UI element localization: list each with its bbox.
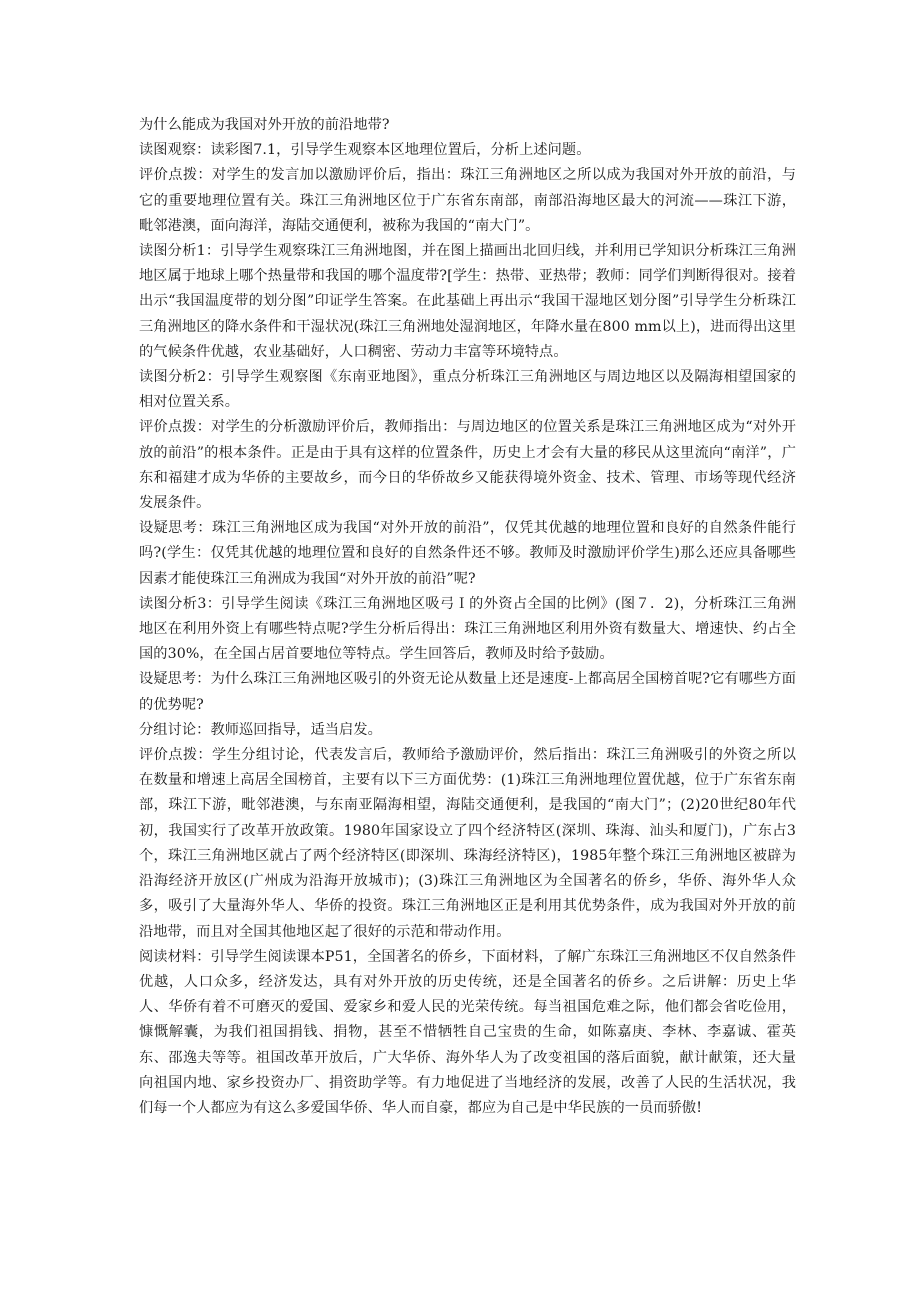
reflection-question-2-paragraph: 设疑思考：为什么珠江三角洲地区吸引的外资无论从数量上还是速度-上都高居全国榜首呢?它有哪些方面的优势呢? <box>139 671 796 713</box>
map-analysis-2-paragraph: 读图分析2：引导学生观察图《东南亚地图》，重点分析珠江三角洲地区与周边地区以及隔海相望国家的相对位置关系。 <box>139 369 796 411</box>
map-analysis-3-paragraph: 读图分析3：引导学生阅读《珠江三角洲地区吸弓Ｉ的外资占全国的比例》(图７．2)，分析珠江三角洲地区在利用外资上有哪些特点呢?学生分析后得出：珠江三角洲地区利用外资有数量大、增速快、约占全国的30%，在全国占居首要地位等特点。学生回答后，教师及时给予鼓励。 <box>139 595 796 663</box>
evaluation-paragraph-2: 评价点拨：对学生的分析激励评价后，教师指出：与周边地区的位置关系是珠江三角洲地区成为“对外开放的前沿”的根本条件。正是由于具有这样的位置条件，历史上才会有大量的移民从这里流向“南洋”，广东和福建才成为华侨的主要故乡，而今日的华侨故乡又能获得境外资金、技术、管理、市场等现代经济发展条件。 <box>139 419 796 512</box>
reflection-question-1-paragraph: 设疑思考：珠江三角洲地区成为我国“对外开放的前沿”，仅凭其优越的地理位置和良好的自然条件能行吗?(学生：仅凭其优越的地理位置和良好的自然条件还不够。教师及时激励评价学生)那么还应具备哪些因素才能使珠江三角洲成为我国“对外开放的前沿”呢? <box>139 520 796 587</box>
reading-material-paragraph: 阅读材料：引导学生阅读课本P51，全国著名的侨乡，下面材料，了解广东珠江三角洲地区不仅自然条件优越，人口众多，经济发达，具有对外开放的历史传统，还是全国著名的侨乡。之后讲解：历史上华人、华侨有着不可磨灭的爱国、爱家乡和爱人民的光荣传统。每当祖国危难之际，他们都会省吃俭用，慷慨解囊，为我们祖国捐钱、捐物，甚至不惜牺牲自己宝贵的生命，如陈嘉庚、李林、李嘉诚、霍英东、邵逸夫等等。祖国改革开放后，广大华侨、海外华人为了改变祖国的落后面貌，献计献策，还大量向祖国内地、家乡投资办厂、捐资助学等。有力地促进了当地经济的发展，改善了人民的生活状况，我们每一个人都应为有这么多爱国华侨、华人而自豪，都应为自己是中华民族的一员而骄傲! <box>139 948 796 1116</box>
evaluation-paragraph-1: 评价点拨：对学生的发言加以激励评价后，指出：珠江三角洲地区之所以成为我国对外开放的前沿，与它的重要地理位置有关。珠江三角洲地区位于广东省东南部，南部沿海地区最大的河流——珠江下游，毗邻港澳，面向海洋，海陆交通便利，被称为我国的“南大门”。 <box>139 167 796 234</box>
question-line: 为什么能成为我国对外开放的前沿地带? <box>139 117 390 133</box>
map-observation-paragraph: 读图观察：读彩图7.1，引导学生观察本区地理位置后，分析上述问题。 <box>139 142 591 159</box>
group-discussion-paragraph: 分组讨论：教师巡回指导，适当启发。 <box>139 721 382 738</box>
map-analysis-1-paragraph: 读图分析1：引导学生观察珠江三角洲地图，并在图上描画出北回归线，并利用已学知识分析珠江三角洲地区属于地球上哪个热量带和我国的哪个温度带?[学生：热带、亚热带；教师：同学们判断得很对。接着出示“我国温度带的划分图”印证学生答案。在此基础上再出示“我国干湿地区划分图”引导学生分析珠江三角洲地区的降水条件和干湿状况(珠江三角洲地处湿润地区，年降水量在800 mm以上)，进而得出这里的气候条件优越，农业基础好，人口稠密、劳动力丰富等环境特点。 <box>139 243 796 360</box>
evaluation-paragraph-3: 评价点拨：学生分组讨论，代表发言后，教师给予激励评价，然后指出：珠江三角洲吸引的外资之所以在数量和增速上高居全国榜首，主要有以下三方面优势：(1)珠江三角洲地理位置优越，位于广东省东南部，珠江下游，毗邻港澳，与东南亚隔海相望，海陆交通便利，是我国的“南大门”；(2)20世纪80年代初，我国实行了改革开放政策。1980年国家设立了四个经济特区(深圳、珠海、汕头和厦门)，广东占3个，珠江三角洲地区就占了两个经济特区(即深圳、珠海经济特区)，1985年整个珠江三角洲地区被辟为沿海经济开放区(广州成为沿海开放城市)；(3)珠江三角洲地区为全国著名的侨乡，华侨、海外华人众多，吸引了大量海外华人、华侨的投资。珠江三角洲地区正是利用其优势条件，成为我国对外开放的前沿地带，而且对全国其他地区起了很好的示范和带动作用。 <box>139 747 796 940</box>
document-body <box>139 113 796 1121</box>
